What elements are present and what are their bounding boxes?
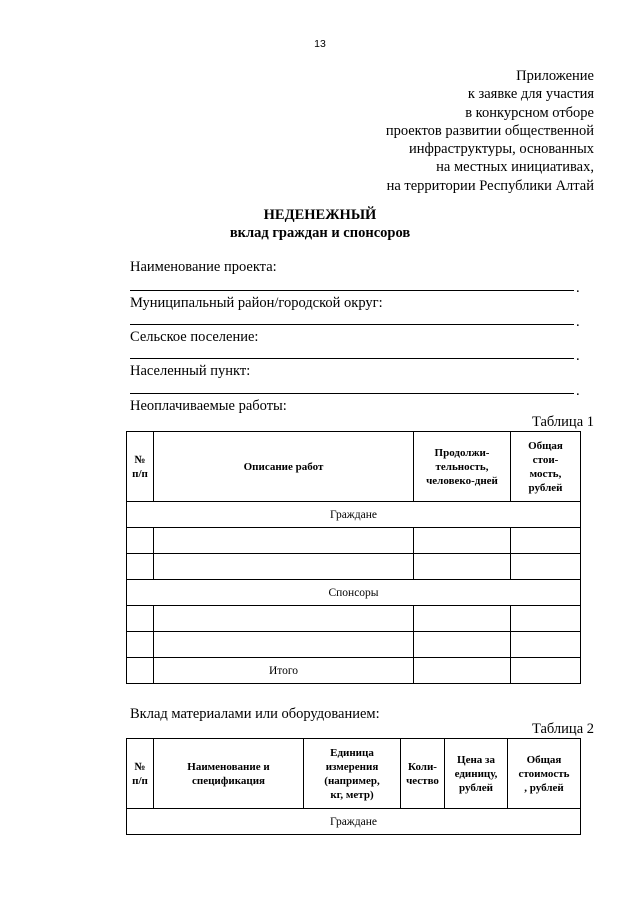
cell-description[interactable] bbox=[154, 528, 414, 554]
cell-description[interactable] bbox=[154, 554, 414, 580]
title-line-1: НЕДЕНЕЖНЫЙ bbox=[263, 207, 377, 223]
district-line bbox=[130, 324, 574, 325]
col-price-header bbox=[445, 739, 508, 809]
line-end-dot: . bbox=[576, 314, 580, 330]
col-description-header bbox=[154, 432, 414, 502]
section-citizens: Граждане bbox=[127, 502, 581, 528]
cell-duration[interactable] bbox=[414, 528, 511, 554]
section-row bbox=[127, 580, 581, 606]
header-text: Продолжи- тельность, человеко-дней bbox=[426, 446, 498, 487]
cell-cost[interactable] bbox=[511, 554, 581, 580]
locality-label: Населенный пункт: bbox=[130, 363, 251, 379]
col-quantity-header bbox=[401, 739, 445, 809]
appendix-line: инфраструктуры, основанных bbox=[408, 141, 594, 158]
page-number: 13 bbox=[314, 38, 326, 50]
header-text: Цена за единицу, рублей bbox=[454, 753, 498, 794]
cell-description[interactable] bbox=[154, 606, 414, 632]
table-row bbox=[127, 528, 581, 554]
col-duration-header bbox=[414, 432, 511, 502]
cell-duration[interactable] bbox=[414, 606, 511, 632]
col-number-header bbox=[127, 432, 154, 502]
cell-number[interactable] bbox=[127, 632, 154, 658]
cell-cost[interactable] bbox=[511, 606, 581, 632]
header-text: № п/п bbox=[132, 453, 148, 480]
section-sponsors: Спонсоры bbox=[127, 580, 581, 606]
cell-number[interactable] bbox=[127, 606, 154, 632]
title-line-2: вклад граждан и спонсоров bbox=[229, 225, 411, 241]
project-name-label: Наименование проекта: bbox=[130, 259, 277, 275]
appendix-line: Приложение bbox=[516, 68, 594, 84]
header-text: Коли- чество bbox=[406, 760, 439, 787]
line-end-dot: . bbox=[576, 280, 580, 296]
table-row bbox=[127, 632, 581, 658]
appendix-line: на местных инициативах, bbox=[436, 159, 594, 176]
total-row bbox=[127, 658, 581, 684]
table-row bbox=[127, 606, 581, 632]
cell-duration[interactable] bbox=[414, 632, 511, 658]
appendix-note bbox=[386, 67, 594, 195]
table-header-row bbox=[127, 432, 581, 502]
settlement-line bbox=[130, 358, 574, 359]
appendix-line: на территории Республики Алтай bbox=[386, 177, 594, 194]
col-total-header bbox=[508, 739, 581, 809]
table-row bbox=[127, 554, 581, 580]
table-2-label: Таблица 2 bbox=[531, 721, 594, 737]
col-name-header bbox=[154, 739, 304, 809]
cell-number[interactable] bbox=[127, 658, 154, 684]
section-row bbox=[127, 502, 581, 528]
section-row bbox=[127, 809, 581, 835]
cell-duration[interactable] bbox=[414, 554, 511, 580]
appendix-line: к заявке для участия bbox=[467, 86, 594, 103]
header-text: Описание работ bbox=[243, 460, 324, 473]
cell-description[interactable] bbox=[154, 632, 414, 658]
unpaid-works-table bbox=[126, 431, 581, 684]
locality-line bbox=[130, 393, 574, 394]
materials-heading: Вклад материалами или оборудованием: bbox=[130, 706, 380, 722]
unpaid-works-heading: Неоплачиваемые работы: bbox=[130, 398, 287, 414]
cell-number[interactable] bbox=[127, 554, 154, 580]
materials-table bbox=[126, 738, 581, 835]
table-header-row bbox=[127, 739, 581, 809]
header-text: Наименование и спецификация bbox=[187, 760, 270, 787]
line-end-dot: . bbox=[576, 383, 580, 399]
col-cost-header bbox=[511, 432, 581, 502]
cell-cost-total[interactable] bbox=[511, 658, 581, 684]
col-unit-header bbox=[304, 739, 401, 809]
line-end-dot: . bbox=[576, 348, 580, 364]
appendix-line: в конкурсном отборе bbox=[465, 104, 594, 121]
cell-cost[interactable] bbox=[511, 632, 581, 658]
cell-number[interactable] bbox=[127, 528, 154, 554]
header-text: Общая стои- мость, рублей bbox=[528, 439, 563, 494]
table-1-label: Таблица 1 bbox=[531, 414, 594, 430]
total-label: Итого bbox=[154, 658, 414, 684]
header-text: № п/п bbox=[132, 760, 148, 787]
header-text: Общая стоимость , рублей bbox=[518, 753, 570, 794]
header-text: Единица измерения (например, кг, метр) bbox=[324, 746, 380, 801]
cell-cost[interactable] bbox=[511, 528, 581, 554]
cell-duration-total[interactable] bbox=[414, 658, 511, 684]
district-label: Муниципальный район/городской округ: bbox=[130, 295, 383, 311]
section-citizens: Граждане bbox=[127, 809, 581, 835]
col-number-header bbox=[127, 739, 154, 809]
project-name-line bbox=[130, 290, 574, 291]
document-title bbox=[0, 206, 640, 242]
appendix-line: проектов развитии общественной bbox=[385, 122, 594, 139]
settlement-label: Сельское поселение: bbox=[130, 329, 259, 345]
